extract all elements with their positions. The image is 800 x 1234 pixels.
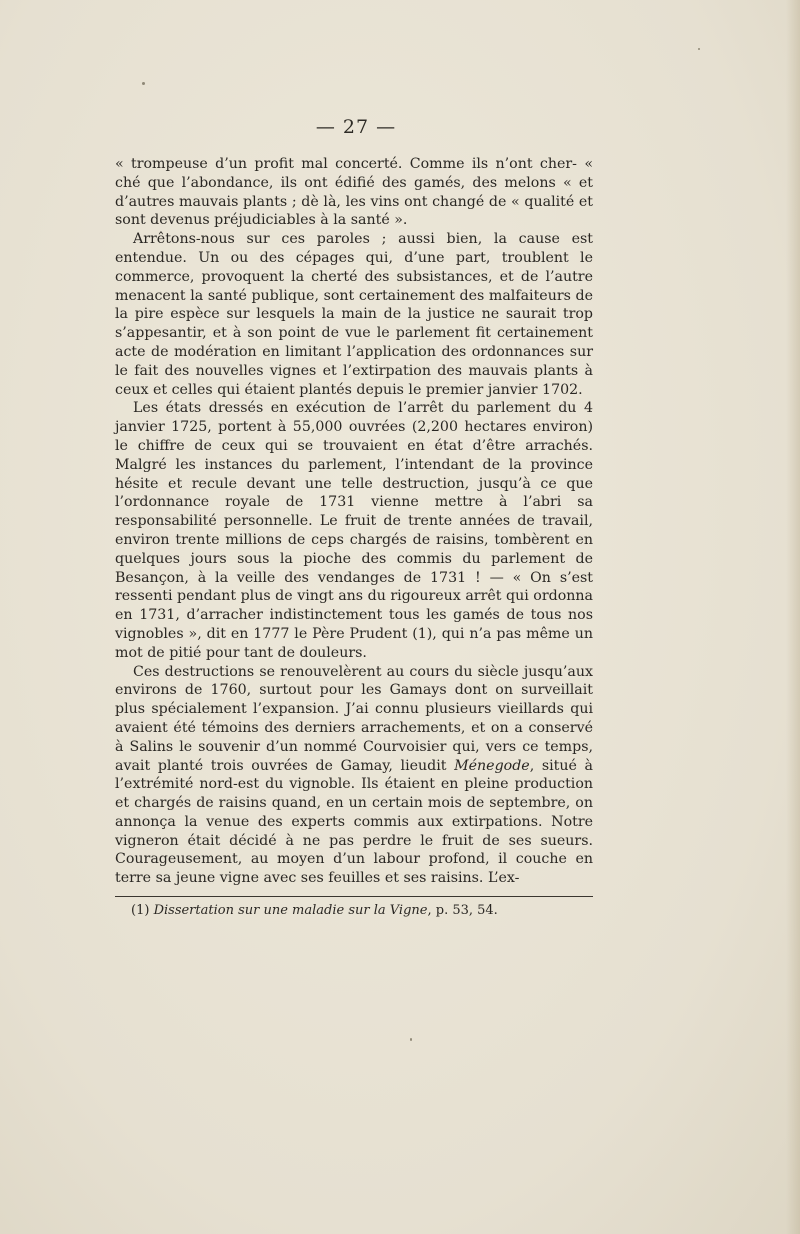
- place-name-menegode: Ménegode: [454, 757, 530, 774]
- paragraph-3: Les états dressés en exécution de l’arrêt du parlement du 4 janvier 1725, portent à 55,000 ouvrées (2,200 hectares environ) le chiffre de ceux qui se trouvaient en état d’être arrachés. Malgré les instances du parlement, l’intendant de la province hésite et recule devant une telle destruction, jusqu’à ce que l’ordonnance royale de 1731 vienne mettre à l’abri sa responsabilité personnelle. Le fruit de trente années de travail, environ trente millions de ceps chargés de raisins, tombèrent en quelques jours sous la pioche des commis du parlement de Besançon, à la veille des vendanges de 1731 ! — « On s’est ressenti pendant plus de vingt ans du rigoureux arrêt qui ordonna en 1731, d’arracher indistinctement tous les gamés de tous nos vignobles », dit en 1777 le Père Prudent (1), qui n’a pas même un mot de pitié pour tant de douleurs.: [115, 400, 593, 661]
- paragraph-2: Arrêtons-nous sur ces paroles ; aussi bien, la cause est entendue. Un ou des cépages qui, d’une part, troublent le commerce, provoquent la cherté des subsistances, et de l’autre menacent la santé publique, sont certainement des malfaiteurs de la pire espèce sur lesquels la main de la justice ne saurait trop s’appesantir, et à son point de vue le parlement fit certainement acte de modération en limitant l’application des ordonnances sur le fait des nouvelles vignes et l’extirpation des mauvais plants à ceux et celles qui étaient plantés depuis le premier janvier 1702.: [115, 231, 593, 398]
- footnote-rule: [115, 896, 593, 897]
- paragraph-1: « trompeuse d’un profit mal concerté. Comme ils n’ont cher- « ché que l’abondance, ils ont édifié des gamés, des melons « et d’autres mauvais plants ; dè là, les vins ont changé de « qualité et sont devenus préjudiciables à la santé ».: [115, 156, 593, 229]
- paper-speck: [142, 82, 145, 85]
- page-number: — 27 —: [315, 116, 397, 138]
- page-edge: [786, 0, 800, 1234]
- footnote-ref: , p. 53, 54.: [427, 903, 498, 918]
- paper-speck: [698, 48, 700, 50]
- paragraph-4-part-1: Ces destructions se renouvelèrent au cours du siècle jusqu’aux environs de 1760, surtout pour les Gamays dont on surveillait plus spécialement l’expansion. J’ai connu plusieurs vieillards qui avaient été témoins des derniers arrachements, et on a conservé à Salins le souvenir d’un nommé Courvoisier qui, vers ce temps, avait planté trois ouvrées de Gamay, lieudit: [115, 663, 593, 774]
- footnote: [131, 903, 601, 918]
- paragraph-4: [115, 663, 593, 889]
- body-text: [115, 155, 593, 888]
- paragraph-4-part-2: , situé à l’extrémité nord-est du vignoble. Ils étaient en pleine production et chargés de raisins quand, en un certain mois de septembre, on annonça la venue des experts commis aux extirpations. Notre vigneron était décidé à ne pas perdre le fruit de ses sueurs. Courageusement, au moyen d’un labour profond, il couche en terre sa jeune vigne avec ses feuilles et ses raisins. L’ex-: [115, 757, 593, 887]
- paper-speck: [410, 1038, 412, 1041]
- footnote-marker: (1): [131, 903, 150, 918]
- footnote-title: Dissertation sur une maladie sur la Vigne: [153, 903, 428, 918]
